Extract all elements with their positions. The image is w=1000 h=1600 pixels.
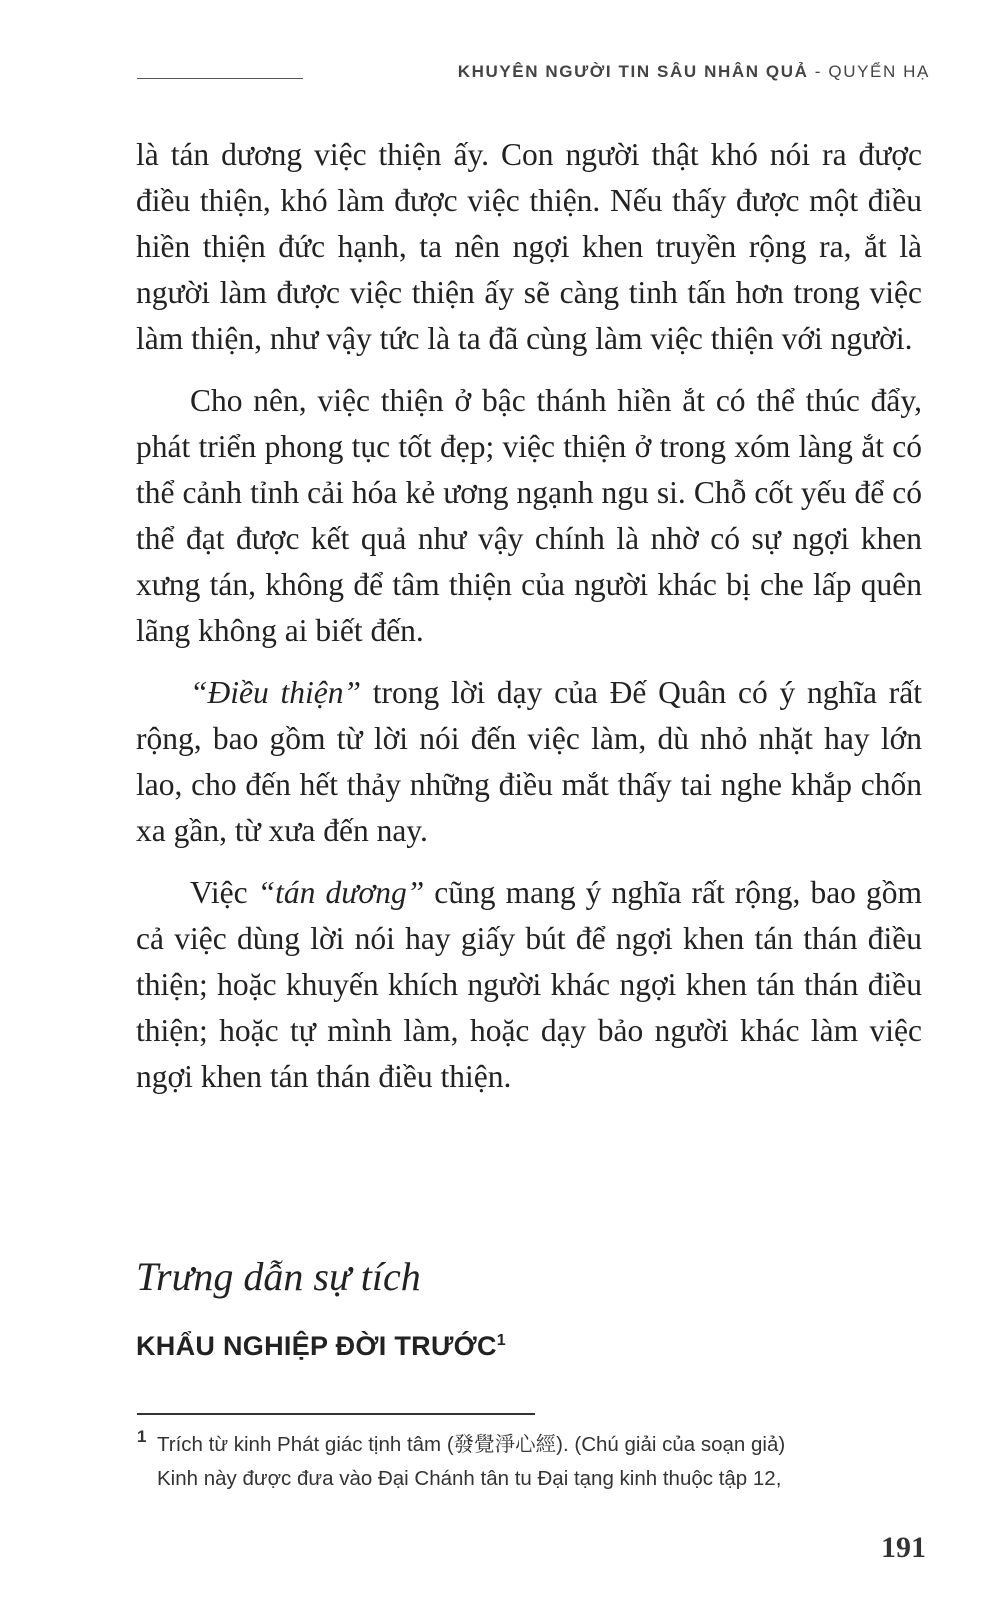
paragraph-4-text: cũng mang ý nghĩa rất rộng, bao gồm cả việc dùng lời nói hay giấy bút để ngợi khen tán thán điều thiện; hoặc khuyến khích người khác ngợi khen tán thán điều thiện; hoặc tự mình làm, hoặc dạy bảo người khác làm việc ngợi khen tán thán điều thiện. bbox=[136, 875, 922, 1094]
footnote-mark: 1 bbox=[137, 1427, 147, 1446]
footnote-rule bbox=[137, 1413, 535, 1415]
story-heading-text: KHẨU NGHIỆP ĐỜI TRƯỚC bbox=[136, 1331, 497, 1361]
paragraph-3-text: trong lời dạy của Đế Quân có ý nghĩa rất rộng, bao gồm từ lời nói đến việc làm, dù nhỏ nhặt hay lớn lao, cho đến hết thảy những điều mắt thấy tai nghe khắp chốn xa gần, từ xưa đến nay. bbox=[136, 675, 922, 848]
footnote bbox=[137, 1428, 927, 1496]
quoted-term-tan-duong: “tán dương” bbox=[257, 875, 425, 910]
running-head bbox=[458, 62, 930, 82]
page-number: 191 bbox=[881, 1531, 926, 1564]
section-title: Trưng dẫn sự tích bbox=[136, 1254, 421, 1299]
paragraph-2: Cho nên, việc thiện ở bậc thánh hiền ắt có thể thúc đẩy, phát triển phong tục tốt đẹp; việc thiện ở trong xóm làng ắt có thể cảnh tỉnh cải hóa kẻ ương ngạnh ngu si. Chỗ cốt yếu để có thể đạt được kết quả như vậy chính là nhờ có sự ngợi khen xưng tán, không để tâm thiện của người khác bị che lấp quên lãng không ai biết đến. bbox=[136, 383, 922, 648]
paragraph-4-start: Việc bbox=[190, 875, 258, 910]
body-text bbox=[136, 132, 922, 1116]
header-separator: - bbox=[808, 62, 829, 81]
paragraph-4 bbox=[136, 870, 922, 1100]
footnote-line-1: Trích từ kinh Phát giác tịnh tâm (發覺淨心經). (Chú giải của soạn giả) bbox=[157, 1433, 786, 1456]
paragraph-3 bbox=[136, 670, 922, 854]
header-rule bbox=[137, 78, 303, 79]
paragraph-1: là tán dương việc thiện ấy. Con người thật khó nói ra được điều thiện, khó làm được việc thiện. Nếu thấy được một điều hiền thiện đức hạnh, ta nên ngợi khen truyền rộng ra, ắt là người làm được việc thiện ấy sẽ càng tinh tấn hơn trong việc làm thiện, như vậy tức là ta đã cùng làm việc thiện với người. bbox=[136, 137, 922, 356]
footnote-line-2: Kinh này được đưa vào Đại Chánh tân tu Đại tạng kinh thuộc tập 12, bbox=[157, 1467, 782, 1490]
volume-label: QUYỂN HẠ bbox=[828, 62, 930, 81]
book-title: KHUYÊN NGƯỜI TIN SÂU NHÂN QUẢ bbox=[457, 62, 809, 81]
story-heading bbox=[136, 1331, 506, 1362]
quoted-term-dieu-thien: “Điều thiện” bbox=[190, 675, 362, 710]
footnote-reference: 1 bbox=[496, 1332, 506, 1349]
